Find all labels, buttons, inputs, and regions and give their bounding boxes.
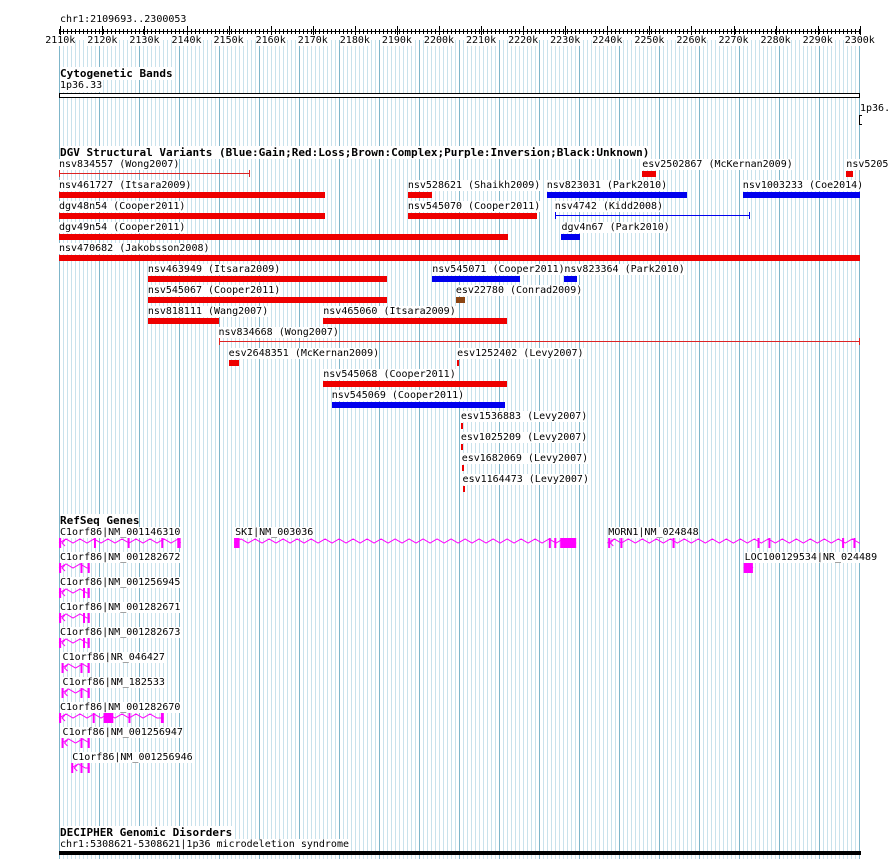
- refseq-gene-label[interactable]: C1orf86|NR_046427: [62, 652, 165, 663]
- ruler-tick-label: 2120k: [87, 35, 118, 46]
- refseq-exon: [128, 713, 130, 723]
- refseq-exon: [88, 588, 90, 598]
- ruler-tick-label: 2130k: [129, 35, 160, 46]
- refseq-exon: [177, 538, 180, 548]
- refseq-gene-label[interactable]: C1orf86|NM_001256947: [62, 727, 183, 738]
- refseq-gene-label[interactable]: C1orf86|NM_182533: [62, 677, 165, 688]
- dgv-variant-label[interactable]: dgv49n54 (Cooper2011): [59, 222, 186, 233]
- refseq-exon: [62, 663, 64, 673]
- refseq-gene-label[interactable]: MORN1|NM_024848: [608, 527, 699, 538]
- dgv-variant-label[interactable]: esv1164473 (Levy2007): [462, 474, 589, 485]
- dgv-variant-label[interactable]: nsv470682 (Jakobsson2008): [59, 243, 210, 254]
- ruler-tick-label: 2110k: [45, 35, 76, 46]
- refseq-gene-label[interactable]: SKI|NM_003036: [235, 527, 314, 538]
- dgv-variant-label[interactable]: nsv834557 (Wong2007): [59, 159, 180, 170]
- refseq-exon: [758, 538, 760, 548]
- refseq-exon: [768, 538, 770, 548]
- dgv-variant-label[interactable]: esv2502867 (McKernan2009): [642, 159, 793, 170]
- ruler-tick-label: 2240k: [592, 35, 623, 46]
- refseq-exon: [83, 588, 85, 598]
- refseq-exon: [93, 713, 95, 723]
- refseq-exon: [88, 763, 90, 773]
- dgv-variant-label[interactable]: esv1682069 (Levy2007): [461, 453, 589, 464]
- ruler-tick-label: 2140k: [171, 35, 202, 46]
- dgv-variant-label[interactable]: nsv834668 (Wong2007): [218, 327, 339, 338]
- ruler-tick-label: 2170k: [297, 35, 328, 46]
- refseq-gene-label[interactable]: C1orf86|NM_001146310: [60, 527, 181, 538]
- refseq-exon: [59, 713, 61, 723]
- ruler-tick-label: 2230k: [550, 35, 581, 46]
- decipher-item-label[interactable]: chr1:5308621-5308621|1p36 microdeletion syndrome: [60, 839, 349, 850]
- refseq-gene-label[interactable]: C1orf86|NM_001256945: [60, 577, 181, 588]
- dgv-variant-label[interactable]: esv2648351 (McKernan2009): [228, 348, 380, 359]
- dgv-track-title: DGV Structural Variants (Blue:Gain;Red:Loss;Brown:Complex;Purple:Inversion;Black:Unknown): [60, 146, 650, 159]
- dgv-variant-label[interactable]: esv1025209 (Levy2007): [460, 432, 588, 443]
- refseq-exon: [88, 563, 90, 573]
- refseq-exon: [88, 613, 90, 623]
- dgv-variant-label[interactable]: nsv545068 (Cooper2011): [323, 369, 456, 380]
- cytoband-track-title: Cytogenetic Bands: [60, 67, 173, 80]
- refseq-gene-label[interactable]: LOC100129534|NR_024489: [744, 552, 878, 563]
- dgv-variant-label[interactable]: nsv545071 (Cooper2011): [432, 264, 565, 275]
- dgv-variant-label[interactable]: nsv818111 (Wang2007): [147, 306, 269, 317]
- refseq-gene-label[interactable]: C1orf86|NM_001256946: [72, 752, 193, 763]
- dgv-variant-label[interactable]: nsv4742 (Kidd2008): [554, 201, 664, 212]
- dgv-variant-label[interactable]: esv1252402 (Levy2007): [457, 348, 584, 359]
- ruler-tick-label: 2190k: [381, 35, 412, 46]
- cytoband-label: 1p36.33: [60, 80, 103, 91]
- refseq-gene-label[interactable]: C1orf86|NM_001282671: [60, 602, 181, 613]
- decipher-track-title: DECIPHER Genomic Disorders: [60, 826, 233, 839]
- ruler-tick-label: 2280k: [760, 35, 791, 46]
- ruler-tick-label: 2260k: [676, 35, 707, 46]
- refseq-intron-line: [234, 539, 576, 543]
- ruler-tick-label: 2150k: [213, 35, 244, 46]
- refseq-exon: [80, 688, 82, 698]
- refseq-exon: [88, 638, 90, 648]
- refseq-exon: [88, 688, 90, 698]
- refseq-intron-line: [607, 539, 860, 543]
- dgv-variant-label[interactable]: nsv545067 (Cooper2011): [147, 285, 281, 296]
- cytoband-overflow-label: 1p36.: [860, 103, 890, 114]
- dgv-variant-label[interactable]: esv1536883 (Levy2007): [460, 411, 588, 422]
- refseq-exon: [842, 538, 844, 548]
- refseq-exon: [161, 713, 164, 723]
- refseq-exon: [234, 538, 239, 548]
- ruler-range-label: chr1:2109693..2300053: [60, 14, 187, 25]
- refseq-exon: [83, 638, 85, 648]
- ruler-tick-label: 2210k: [466, 35, 497, 46]
- refseq-exon: [104, 713, 114, 723]
- refseq-exon: [59, 538, 61, 548]
- refseq-exon: [62, 688, 64, 698]
- refseq-track-title: RefSeq Genes: [60, 514, 140, 527]
- ruler-tick-label: 2270k: [718, 35, 749, 46]
- ruler-tick-label: 2300k: [844, 35, 875, 46]
- dgv-variant-label[interactable]: nsv823364 (Park2010): [564, 264, 685, 275]
- ruler-tick-label: 2180k: [339, 35, 370, 46]
- dgv-variant-label[interactable]: nsv463949 (Itsara2009): [147, 264, 281, 275]
- ruler-tick-label: 2160k: [255, 35, 286, 46]
- dgv-variant-label[interactable]: nsv528621 (Shaikh2009): [407, 180, 541, 191]
- decipher-feature-bar[interactable]: [59, 851, 861, 855]
- dgv-variant-label[interactable]: esv22780 (Conrad2009): [455, 285, 583, 296]
- refseq-exon: [59, 588, 61, 598]
- dgv-variant-label[interactable]: dgv4n67 (Park2010): [561, 222, 670, 233]
- refseq-exon: [620, 538, 622, 548]
- dgv-variant-label[interactable]: nsv465060 (Itsara2009): [323, 306, 456, 317]
- refseq-exon: [554, 538, 556, 548]
- ruler-tick-label: 2250k: [634, 35, 665, 46]
- dgv-variant-label[interactable]: nsv461727 (Itsara2009): [59, 180, 192, 191]
- refseq-exon: [128, 538, 130, 548]
- refseq-exon: [59, 563, 61, 573]
- dgv-variant-label[interactable]: nsv545070 (Cooper2011): [407, 201, 541, 212]
- refseq-gene-label[interactable]: C1orf86|NM_001282672: [60, 552, 181, 563]
- refseq-exon: [88, 663, 90, 673]
- dgv-variant-label[interactable]: nsv545069 (Cooper2011): [331, 390, 465, 401]
- refseq-exon: [59, 638, 61, 648]
- refseq-exon: [744, 563, 753, 573]
- refseq-exon: [549, 538, 551, 548]
- ruler-tick-label: 2200k: [423, 35, 455, 46]
- refseq-exon: [62, 738, 64, 748]
- refseq-exon: [80, 738, 82, 748]
- dgv-variant-label[interactable]: nsv823031 (Park2010): [546, 180, 668, 191]
- dgv-variant-label[interactable]: dgv48n54 (Cooper2011): [59, 201, 186, 212]
- refseq-exon: [83, 613, 85, 623]
- refseq-exon: [71, 763, 73, 773]
- ruler-tick-label: 2290k: [802, 35, 833, 46]
- refseq-exon: [161, 538, 163, 548]
- refseq-exon: [59, 613, 61, 623]
- dgv-variant-label[interactable]: nsv5205: [846, 159, 889, 170]
- ruler-tick-label: 2220k: [508, 35, 539, 46]
- refseq-exon: [673, 538, 675, 548]
- refseq-exon: [80, 563, 82, 573]
- refseq-exon: [560, 538, 576, 548]
- refseq-gene-label[interactable]: C1orf86|NM_001282673: [60, 627, 181, 638]
- dgv-variant-label[interactable]: nsv1003233 (Coe2014): [742, 180, 864, 191]
- refseq-exon: [853, 538, 855, 548]
- refseq-exon: [608, 538, 610, 548]
- refseq-exon: [80, 763, 82, 773]
- refseq-exon: [94, 538, 96, 548]
- refseq-exon: [88, 738, 90, 748]
- refseq-exon: [80, 663, 82, 673]
- refseq-gene-label[interactable]: C1orf86|NM_001282670: [60, 702, 181, 713]
